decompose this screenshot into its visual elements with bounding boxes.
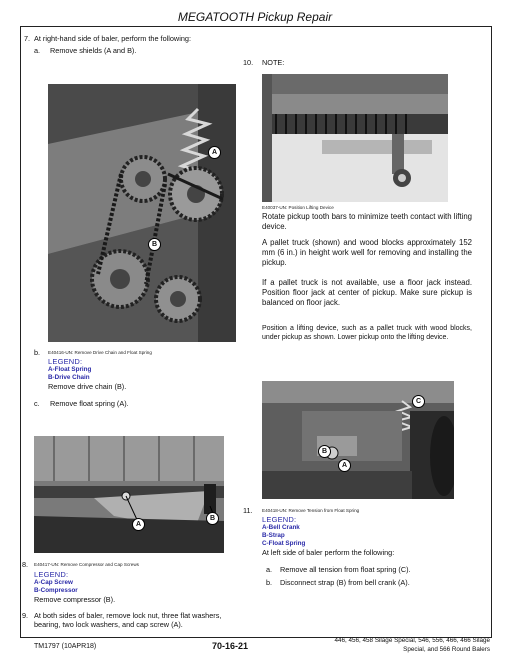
legend-item: A-Bell Crank [262, 524, 300, 531]
callout-b: B [206, 512, 219, 525]
step11-sub-b-text: Disconnect strap (B) from bell crank (A). [280, 578, 410, 587]
step8-text: Remove compressor (B). [34, 595, 116, 604]
callout-b: B [318, 445, 331, 458]
step9-text: At both sides of baler, remove lock nut, three flat washers, bearing, two lock washers, and cap screw (A). [34, 611, 222, 629]
note-para2: A pallet truck (shown) and wood blocks approximately 152 mm (6 in.) in height work well for removing and installing the pickup. [262, 238, 472, 267]
compressor-illustration [34, 436, 224, 553]
step11-sub-a-letter: a. [266, 565, 273, 574]
callout-c: C [412, 395, 425, 408]
legend-title: LEGEND: [34, 570, 69, 579]
header-rule [20, 26, 492, 27]
right-border [491, 26, 492, 638]
legend-item: A-Cap Screw [34, 579, 73, 586]
step7-text: At right-hand side of baler, perform the following: [34, 34, 191, 43]
callout-a: A [208, 146, 221, 159]
callout-a: A [132, 518, 145, 531]
step7-sub-b-text: Remove drive chain (B). [48, 382, 127, 391]
step7-sub-c-text: Remove float spring (A). [50, 399, 129, 408]
step11-sub-b-letter: b. [266, 578, 273, 587]
legend-item: B-Strap [262, 532, 285, 539]
step10-instruction: Position a lifting device, such as a pallet truck with wood blocks, under pickup as shown. Lower pickup onto the lifting device. [262, 325, 472, 341]
callout-a: A [338, 459, 351, 472]
step9-number: 9. [22, 611, 29, 620]
note-line1: Rotate pickup tooth bars to minimize teeth contact with lifting device. [262, 212, 472, 231]
legend-item: B-Drive Chain [48, 374, 90, 381]
step7-number: 7. [24, 34, 31, 43]
step8-number: 8. [22, 560, 29, 569]
float-spring-photo [262, 381, 454, 499]
drive-chain-photo [48, 84, 236, 342]
float-spring-illustration [262, 381, 454, 499]
legend-item: C-Float Spring [262, 540, 306, 547]
legend-title: LEGEND: [262, 515, 297, 524]
photo2-caption: E40417-UN: Remove Compressor and Cap Screws [34, 562, 139, 567]
note-para3: If a pallet truck is not available, use a floor jack instead. Position floor jack at center of pickup. Make sure pickup is balanced on floor jack. [262, 278, 472, 307]
step7-sub-c-letter: c. [34, 399, 40, 408]
callout-b: B [148, 238, 161, 251]
photo1-caption: E40416-UN: Remove Drive Chain and Float Spring [48, 350, 152, 355]
drive-chain-illustration [48, 84, 236, 342]
step7-sub-b-letter: b. [34, 348, 41, 357]
footer-models-line1: 446, 456, 458 Silage Special, 546, 556, 466, 466 Silage [334, 637, 490, 644]
step7-sub-a-letter: a. [34, 46, 41, 55]
photo4-caption: E40418-UN: Remove Tension from Float Spring [262, 508, 360, 513]
step10-note-label: NOTE: [262, 58, 285, 67]
page-title: MEGATOOTH Pickup Repair [177, 10, 333, 24]
left-border [20, 26, 21, 638]
footer-doc-id: TM1797 (10APR18) [34, 643, 97, 650]
step7-sub-a-text: Remove shields (A and B). [50, 46, 137, 55]
step11-text: At left side of baler perform the following: [262, 548, 395, 557]
step11-sub-a-text: Remove all tension from float spring (C). [280, 565, 411, 574]
footer-models-line2: Special, and 566 Round Balers [403, 646, 490, 653]
pallet-truck-illustration [262, 74, 448, 202]
footer-page-number: 70-16-21 [212, 641, 249, 651]
legend-item: B-Compressor [34, 587, 78, 594]
step10-number: 10. [243, 58, 254, 67]
step11-number: 11. [243, 506, 253, 515]
legend-title: LEGEND: [48, 357, 83, 366]
pallet-truck-photo [262, 74, 448, 202]
photo3-caption: E40037-UN: Position Lifting Device [262, 205, 334, 210]
compressor-photo [34, 436, 224, 553]
legend-item: A-Float Spring [48, 366, 92, 373]
